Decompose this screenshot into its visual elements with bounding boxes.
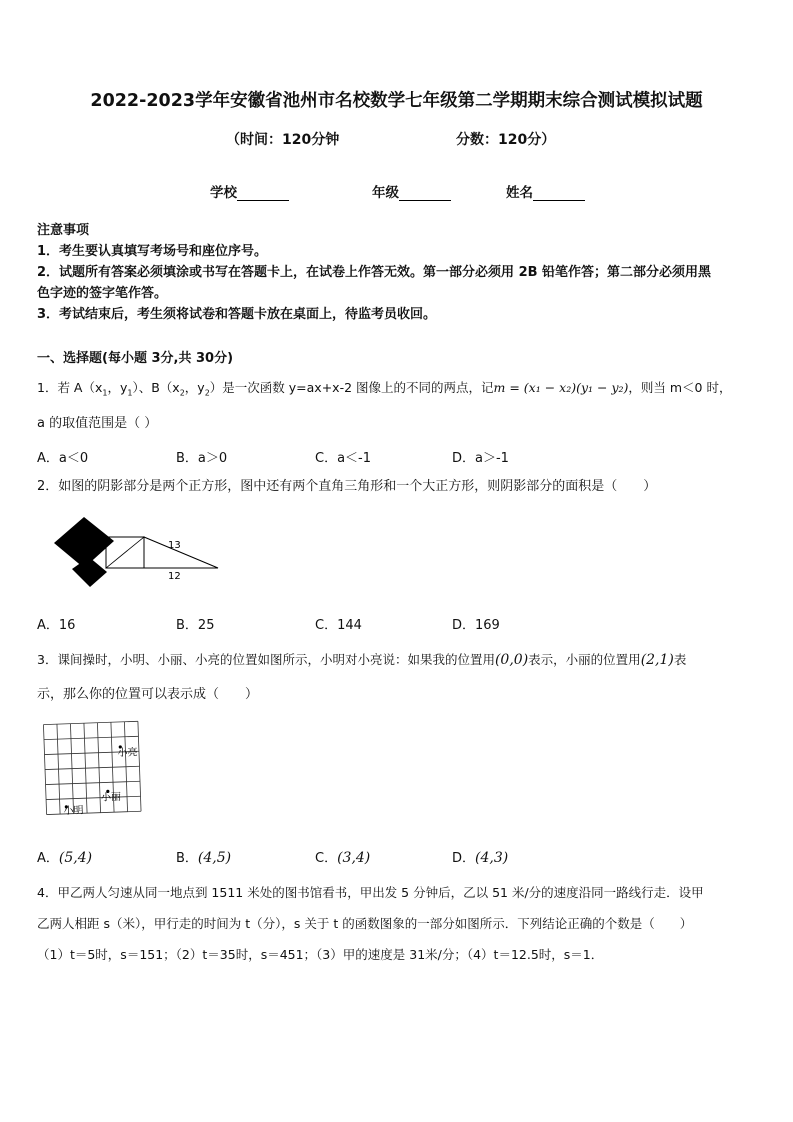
q3-coord-ming: (0,0) xyxy=(494,652,529,668)
grade-field[interactable] xyxy=(372,181,451,201)
q1-line2: a 的取值范围是（ ） xyxy=(37,416,158,431)
q2-label-13: 13 xyxy=(168,540,181,551)
school-field[interactable] xyxy=(210,181,289,201)
q2-shaded-square-top xyxy=(54,517,114,568)
school-label: 学校 xyxy=(210,185,237,201)
q3-label-liang: 小亮 xyxy=(117,747,138,760)
q3-label-ming: 小明 xyxy=(63,805,84,817)
q4-line1: 4．甲乙两人匀速从同一地点到 1511 米处的图书馆看书，甲出发 5 分钟后，乙以 51 米/分的速度沿同一路线行走．设甲 xyxy=(37,885,704,900)
q1-option-b[interactable]: B．a＞0 xyxy=(176,451,228,466)
q1-option-d[interactable]: D．a＞-1 xyxy=(452,451,509,466)
note-item-3: 3．考试结束后，考生须将试卷和答题卡放在桌面上，待监考员收回。 xyxy=(37,307,437,322)
q2-option-b[interactable]: B．25 xyxy=(176,618,215,633)
grade-blank[interactable] xyxy=(399,186,451,201)
q4-line2: 乙两人相距 s（米），甲行走的时间为 t（分），s 关于 t 的函数图象的一部分如图所示．下列结论正确的个数是（ ） xyxy=(37,916,693,931)
grid-line-h xyxy=(45,766,139,769)
q2-label-12: 12 xyxy=(168,571,181,582)
name-blank[interactable] xyxy=(533,186,585,201)
q3-grid xyxy=(43,721,141,814)
exam-score: 分数：120分） xyxy=(456,132,556,148)
q4-line3: （1）t＝5时，s＝151；（2）t＝35时，s＝451；（3）甲的速度是 31米/分；（4）t＝12.5时，s＝1． xyxy=(37,947,604,962)
q1-formula: m = (x₁ − x₂)(y₁ − y₂) xyxy=(493,380,629,395)
name-field[interactable] xyxy=(506,181,585,201)
section-heading: 一、选择题(每小题 3分,共 30分) xyxy=(37,351,234,366)
q3-grid-figure xyxy=(40,718,150,828)
q2-option-a[interactable]: A．16 xyxy=(37,618,76,633)
school-blank[interactable] xyxy=(237,186,289,201)
q3-option-a[interactable]: A．(5,4) xyxy=(37,850,93,866)
grid-line-h xyxy=(47,811,141,814)
page-title: 2022-2023学年安徽省池州市名校数学七年级第二学期期末综合测试模拟试题 xyxy=(90,91,703,111)
grade-label: 年级 xyxy=(372,185,399,201)
q1-line1: 1．若 $A(x_1$，$y_1$）、$B(x_2$，$y_2$）是一次函数 y=ax+x-2 图像上的不同的两点，记m = (x₁ − x₂)(y₁ − y₂)，则当 m＜0 时， xyxy=(37,380,732,398)
q3-line1: 3．课间操时，小明、小丽、小亮的位置如图所示，小明对小亮说：如果我的位置用(0,0)表示，小丽的位置用(2,1)表 xyxy=(37,652,687,668)
q2-option-c[interactable]: C．144 xyxy=(315,618,362,633)
q2-option-d[interactable]: D．169 xyxy=(452,618,500,633)
q3-coord-li: (2,1) xyxy=(640,652,674,668)
grid-line-h xyxy=(43,721,137,724)
q3-option-c[interactable]: C．(3,4) xyxy=(315,850,371,866)
notes-heading: 注意事项 xyxy=(37,223,90,238)
grid-line-h xyxy=(46,781,140,784)
q3-label-li: 小丽 xyxy=(100,791,122,804)
q2-right-triangle xyxy=(144,537,218,568)
name-label: 姓名 xyxy=(506,185,533,201)
q1-option-a[interactable]: A．a＜0 xyxy=(37,451,89,466)
grid-line-h xyxy=(46,796,140,799)
grid-line-h xyxy=(44,736,138,739)
q3-option-d[interactable]: D．(4,3) xyxy=(452,850,509,866)
q3-line2: 示，那么你的位置可以表示成（ ） xyxy=(37,687,259,702)
q2-figure xyxy=(50,515,225,590)
exam-time: （时间：120分钟 xyxy=(226,132,340,148)
q2-text: 2．如图的阴影部分是两个正方形，图中还有两个直角三角形和一个大正方形，则阴影部分的面积是（ ） xyxy=(37,479,657,494)
note-item-2: 2．试题所有答案必须填涂或书写在答题卡上，在试卷上作答无效。第一部分必须用 2B 铅笔作答；第二部分必须用黑 xyxy=(37,265,712,280)
note-item-2-cont: 色字迹的签字笔作答。 xyxy=(37,286,168,301)
q1-option-c[interactable]: C．a＜-1 xyxy=(315,451,372,466)
note-item-1: 1．考生要认真填写考场号和座位序号。 xyxy=(37,244,268,259)
q3-option-b[interactable]: B．(4,5) xyxy=(176,850,232,866)
